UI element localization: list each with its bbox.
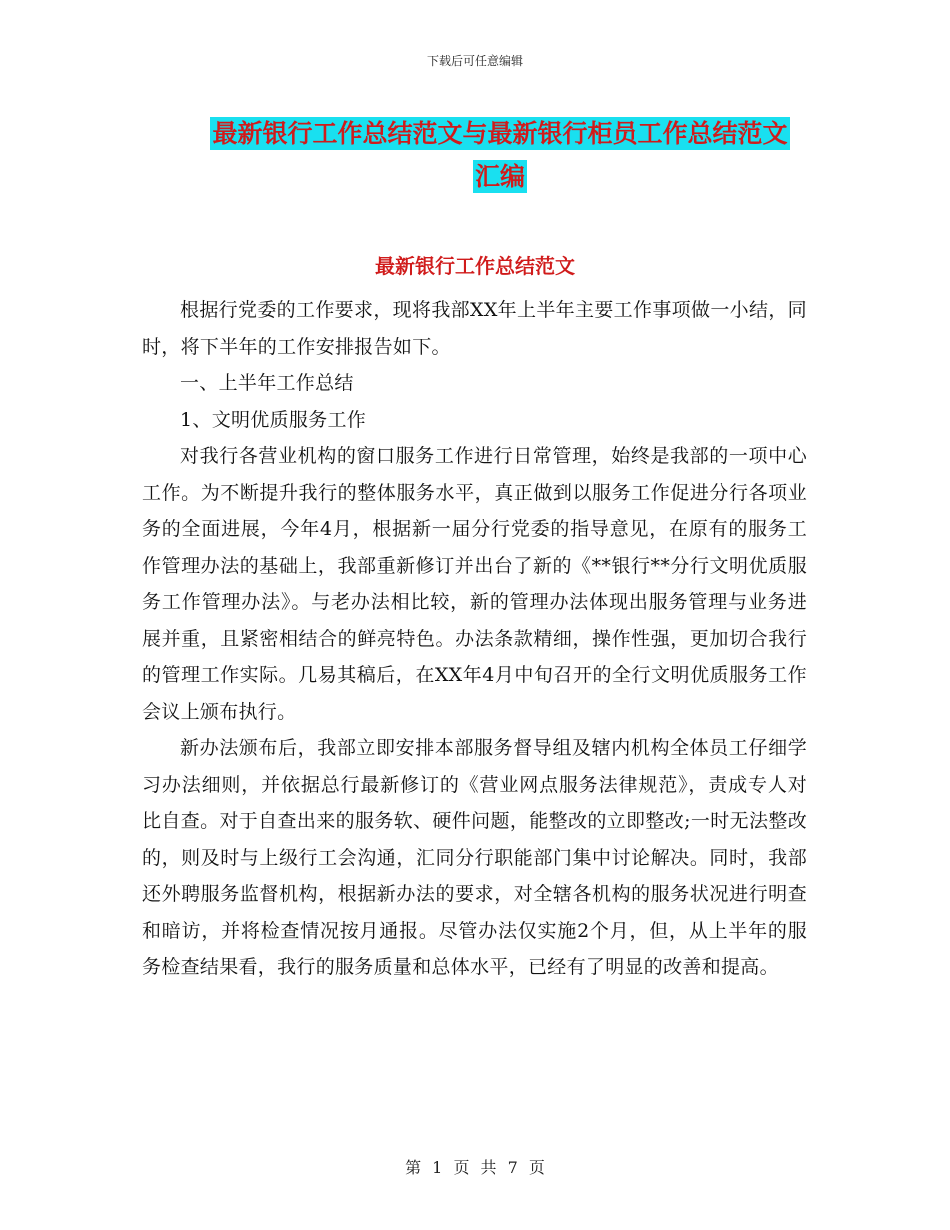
heading-item-one: 1、文明优质服务工作 [180, 408, 367, 431]
document-body [142, 292, 807, 986]
paragraph-intro: 根据行党委的工作要求，现将我部XX年上半年主要工作事项做一小结，同时，将下半年的工作安排报告如下。 [142, 299, 807, 358]
section-title: 最新银行工作总结范文 [375, 254, 575, 278]
document-title-line1: 最新银行工作总结范文与最新银行柜员工作总结范文 [212, 119, 788, 148]
document-title-line2: 汇编 [474, 162, 525, 191]
heading-part-one: 一、上半年工作总结 [180, 372, 354, 394]
document-title [140, 112, 860, 198]
paragraph-new-measures: 新办法颁布后，我部立即安排本部服务督导组及辖内机构全体员工仔细学习办法细则，并依据总行最新修订的《营业网点服务法律规范》，责成专人对比自查。对于自查出来的服务软、硬件问题，能整改的立即整改;一时无法整改的，则及时与上级行工会沟通，汇同分行职能部门集中讨论解决。同时，我部还外聘服务监督机构，根据新办法的要求，对全辖各机构的服务状况进行明查和暗访，并将检查情况按月通报。尽管办法仅实施2个月，但，从上半年的服务检查结果看，我行的服务质量和总体水平，已经有了明显的改善和提高。 [142, 737, 807, 978]
header-note: 下载后可任意编辑 [426, 54, 523, 68]
paragraph-service-management: 对我行各营业机构的窗口服务工作进行日常管理，始终是我部的一项中心工作。为不断提升我行的整体服务水平，真正做到以服务工作促进分行各项业务的全面进展，今年4月，根据新一届分行党委的指导意见，在原有的服务工作管理办法的基础上，我部重新修订并出台了新的《**银行**分行文明优质服务工作管理办法》。与老办法相比较，新的管理办法体现出服务管理与业务进展并重，且紧密相结合的鲜亮特色。办法条款精细，操作性强，更加切合我行的管理工作实际。几易其稿后，在XX年4月中旬召开的全行文明优质服务工作会议上颁布执行。 [142, 445, 807, 723]
page-number: 第 1 页 共 7 页 [405, 1158, 545, 1177]
